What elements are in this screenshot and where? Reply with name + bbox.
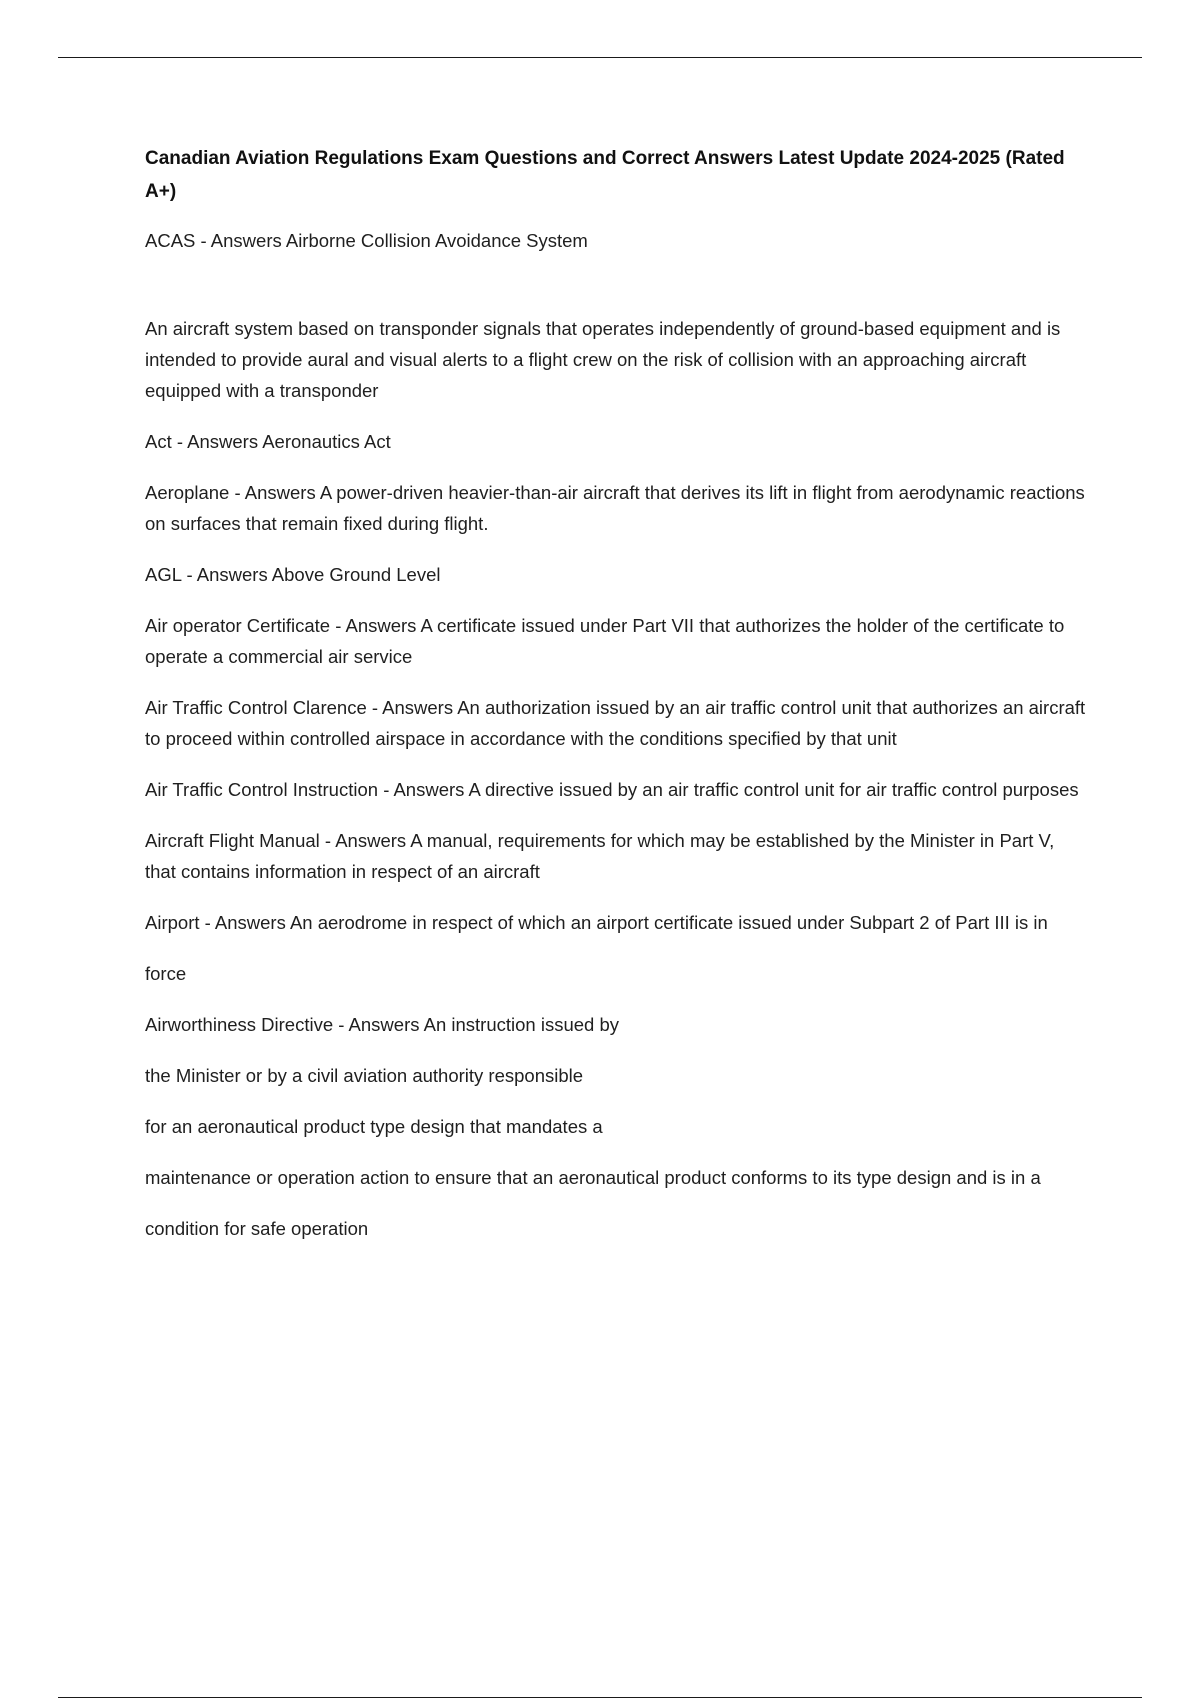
paragraph-agl: AGL - Answers Above Ground Level bbox=[145, 564, 441, 585]
paragraph-acas: ACAS - Answers Airborne Collision Avoidance System bbox=[145, 230, 588, 251]
paragraph-airworthiness-directive: Airworthiness Directive - Answers An instruction issued by bbox=[145, 1014, 619, 1035]
paragraph-aircraft-flight-manual: Aircraft Flight Manual - Answers A manual, requirements for which may be established by the Minister in Part V, that contains information in respect of an aircraft bbox=[145, 830, 1055, 882]
document-page bbox=[145, 142, 1090, 1264]
paragraph-airworthiness-directive-line-3: for an aeronautical product type design that mandates a bbox=[145, 1116, 603, 1137]
paragraph-airport: Airport - Answers An aerodrome in respect of which an airport certificate issued under Subpart 2 of Part III is in bbox=[145, 912, 1048, 933]
paragraph-air-operator-certificate: Air operator Certificate - Answers A certificate issued under Part VII that authorizes the holder of the certificate to operate a commercial air service bbox=[145, 615, 1065, 667]
paragraph-airworthiness-directive-line-5: condition for safe operation bbox=[145, 1218, 369, 1239]
paragraph-airport-continued: force bbox=[145, 963, 187, 984]
document-title: Canadian Aviation Regulations Exam Questions and Correct Answers Latest Update 2024-2025 (Rated A+) bbox=[145, 148, 1065, 202]
paragraph-aeroplane: Aeroplane - Answers A power-driven heavier-than-air aircraft that derives its lift in flight from aerodynamic reactions on surfaces that remain fixed during flight. bbox=[145, 482, 1085, 534]
paragraph-atc-clearance: Air Traffic Control Clarence - Answers An authorization issued by an air traffic control unit that authorizes an aircraft to proceed within controlled airspace in accordance with the conditions specified by that unit bbox=[145, 697, 1086, 749]
paragraph-acas-definition: An aircraft system based on transponder signals that operates independently of ground-based equipment and is intended to provide aural and visual alerts to a flight crew on the risk of collision with an approaching aircraft equipped with a transponder bbox=[145, 318, 1061, 401]
paragraph-act: Act - Answers Aeronautics Act bbox=[145, 431, 391, 452]
paragraph-airworthiness-directive-line-2: the Minister or by a civil aviation authority responsible bbox=[145, 1065, 584, 1086]
paragraph-atc-instruction: Air Traffic Control Instruction - Answers A directive issued by an air traffic control unit for air traffic control purposes bbox=[145, 779, 1079, 800]
paragraph-airworthiness-directive-line-4: maintenance or operation action to ensure that an aeronautical product conforms to its type design and is in a bbox=[145, 1167, 1041, 1188]
header-rule bbox=[58, 57, 1142, 58]
footer-rule bbox=[58, 1697, 1142, 1698]
